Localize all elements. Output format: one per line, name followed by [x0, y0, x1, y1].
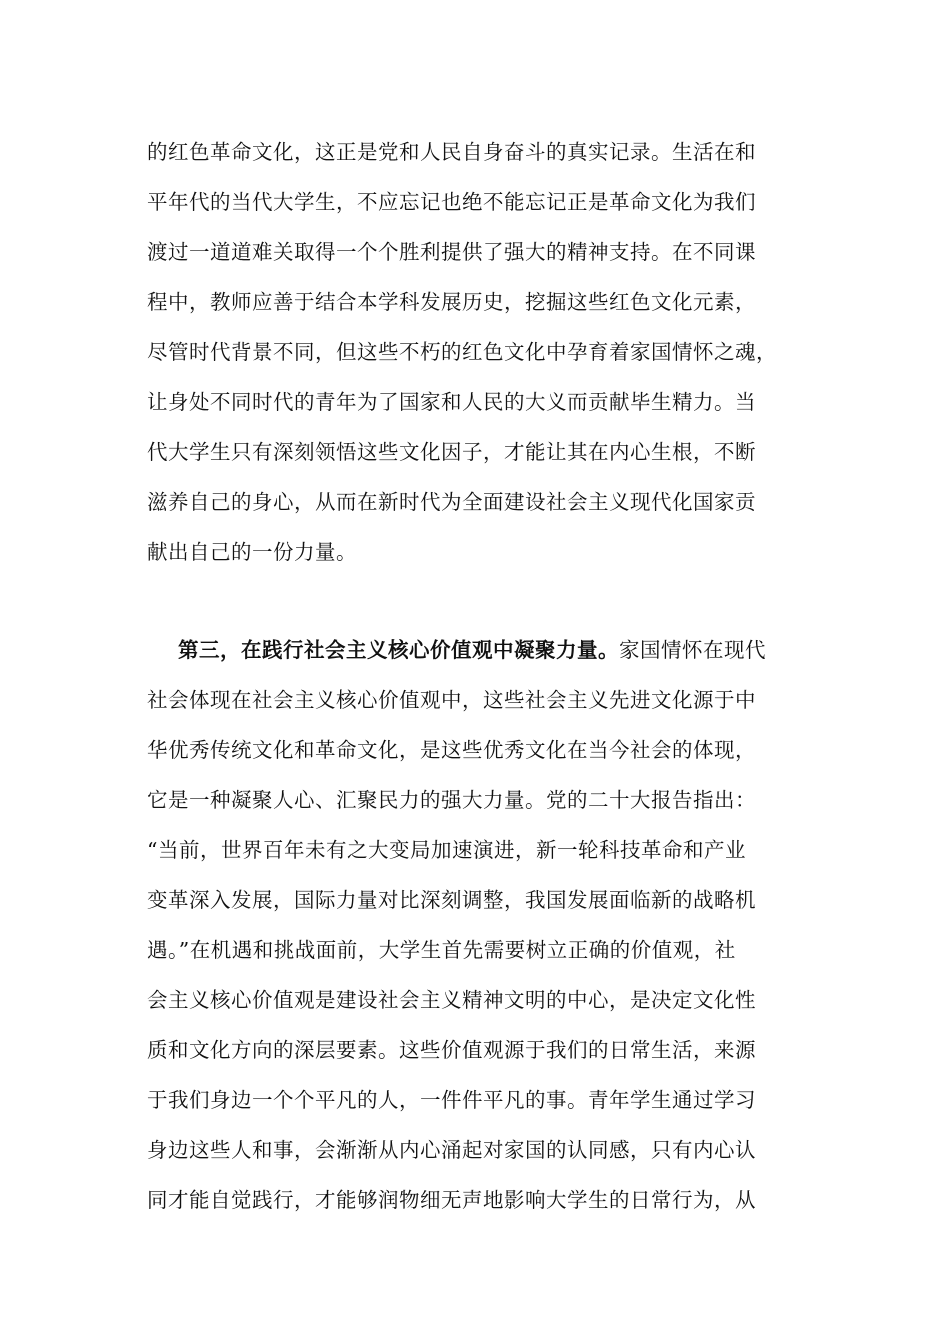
paragraph-1-line: 渡过一道道难关取得一个个胜利提供了强大的精神支持。在不同课	[147, 240, 756, 264]
paragraph-1-line: 让身处不同时代的青年为了国家和人民的大义而贡献毕生精力。当	[147, 390, 756, 414]
paragraph-2-first-line-text: 家国情怀在现代	[619, 638, 766, 662]
paragraph-2-line: 遇。”在机遇和挑战面前，大学生首先需要树立正确的价值观，社	[147, 938, 736, 962]
paragraph-2-line: 会主义核心价值观是建设社会主义精神文明的中心，是决定文化性	[147, 988, 756, 1012]
paragraph-heading: 第三，在践行社会主义核心价值观中凝聚力量。	[178, 638, 619, 662]
paragraph-2-line: “当前，世界百年未有之大变局加速演进，新一轮科技革命和产业	[147, 838, 746, 862]
paragraph-2-line: 社会体现在社会主义核心价值观中，这些社会主义先进文化源于中	[147, 688, 756, 712]
paragraph-1-line: 尽管时代背景不同，但这些不朽的红色文化中孕育着家国情怀之魂，	[147, 340, 777, 364]
paragraph-1-line: 平年代的当代大学生，不应忘记也绝不能忘记正是革命文化为我们	[147, 190, 756, 214]
paragraph-2-line: 华优秀传统文化和革命文化，是这些优秀文化在当今社会的体现，	[147, 738, 756, 762]
paragraph-1-line: 代大学生只有深刻领悟这些文化因子，才能让其在内心生根，不断	[147, 440, 756, 464]
paragraph-2-line: 它是一种凝聚人心、汇聚民力的强大力量。党的二十大报告指出：	[147, 788, 756, 812]
paragraph-1-line: 的红色革命文化，这正是党和人民自身奋斗的真实记录。生活在和	[147, 140, 756, 164]
paragraph-2-line: 身边这些人和事，会渐渐从内心涌起对家国的认同感，只有内心认	[147, 1138, 756, 1162]
paragraph-2-line: 质和文化方向的深层要素。这些价值观源于我们的日常生活，来源	[147, 1038, 756, 1062]
paragraph-2-first-line	[178, 635, 766, 665]
paragraph-2-line: 同才能自觉践行，才能够润物细无声地影响大学生的日常行为，从	[147, 1188, 756, 1212]
paragraph-1-line: 献出自己的一份力量。	[147, 540, 357, 564]
paragraph-1-line: 滋养自己的身心，从而在新时代为全面建设社会主义现代化国家贡	[147, 490, 756, 514]
paragraph-2-line: 变革深入发展，国际力量对比深刻调整，我国发展面临新的战略机	[147, 888, 756, 912]
paragraph-1-line: 程中，教师应善于结合本学科发展历史，挖掘这些红色文化元素，	[147, 290, 756, 314]
paragraph-2-line: 于我们身边一个个平凡的人，一件件平凡的事。青年学生通过学习	[147, 1088, 756, 1112]
